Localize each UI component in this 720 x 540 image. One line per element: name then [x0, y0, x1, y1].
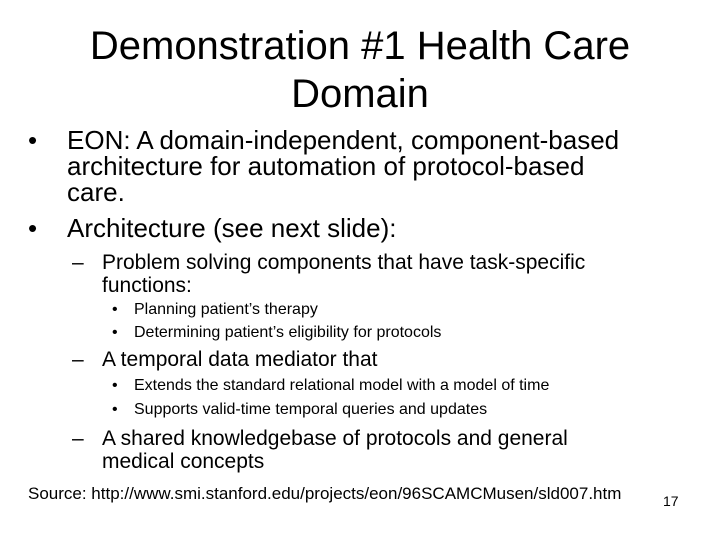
bullet-text — [67, 127, 619, 205]
bullet-line: Architecture (see next slide): — [67, 213, 397, 243]
sub-bullet-text — [102, 427, 568, 473]
sub-bullet-line: A shared knowledgebase of protocols and general — [102, 427, 568, 450]
bullet-text — [67, 215, 396, 241]
bullet-marker: • — [112, 301, 118, 318]
bullet-marker: • — [112, 324, 118, 341]
sub-bullet-line: functions: — [102, 274, 192, 297]
list-item-text: Supports valid-time temporal queries and updates — [134, 401, 488, 418]
list-item-text: Determining patient’s eligibility for protocols — [134, 324, 442, 341]
sub-bullet-line: A temporal data mediator that — [102, 348, 378, 371]
sub-bullet-text — [102, 251, 585, 297]
slide-number: 17 — [663, 493, 679, 509]
slide-title-line-2: Domain — [291, 72, 429, 116]
slide-title — [20, 22, 700, 118]
bullet-line: EON: A domain-independent, component-based — [67, 125, 620, 155]
bullet-marker: • — [112, 401, 118, 418]
sub-bullet-line: medical concepts — [102, 450, 265, 473]
bullet-marker: • — [112, 377, 118, 394]
bullet-marker: • — [28, 213, 38, 243]
source-citation: Source: http://www.smi.stanford.edu/projects/eon/96SCAMCMusen/sld007.htm — [28, 484, 622, 503]
dash-marker: – — [72, 348, 84, 371]
list-item-text: Planning patient’s therapy — [134, 301, 318, 318]
list-item-text: Extends the standard relational model with a model of time — [134, 377, 550, 394]
sub-bullet-text — [102, 348, 378, 371]
slide-title-line-1: Demonstration #1 Health Care — [89, 24, 631, 68]
dash-marker: – — [72, 427, 84, 450]
sub-bullet-line: Problem solving components that have task-specific — [102, 251, 586, 274]
dash-marker: – — [72, 251, 84, 274]
bullet-marker: • — [28, 125, 38, 155]
bullet-line: care. — [67, 177, 125, 207]
bullet-line: architecture for automation of protocol-based — [67, 151, 585, 181]
